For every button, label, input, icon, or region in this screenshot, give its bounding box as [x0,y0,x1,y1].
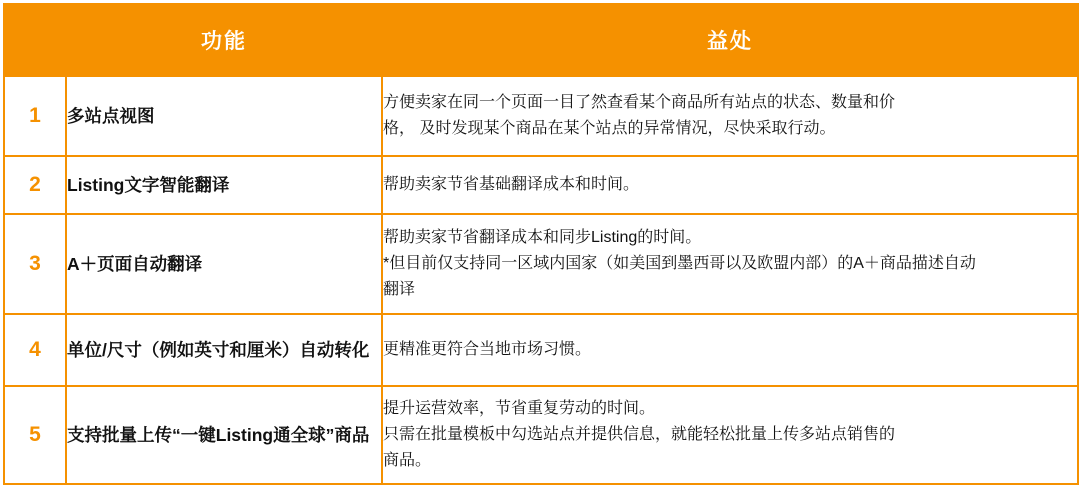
table-row [4,314,1078,386]
row-benefit [382,214,1078,314]
benefit-line: 更精准更符合当地市场习惯。 [383,341,592,359]
row-feature: 支持批量上传“一键Listing通全球”商品 [66,386,382,484]
table-header-row [4,4,1078,76]
row-number: 4 [4,314,66,386]
row-benefit [382,156,1078,214]
benefit-line: 方便卖家在同一个页面一目了然查看某个商品所有站点的状态、数量和价 [383,94,896,112]
row-feature: A＋页面自动翻译 [66,214,382,314]
header-benefit-column: 益处 [382,4,1078,76]
benefit-note-line: 翻译 [383,280,416,298]
table-row [4,156,1078,214]
benefit-line: 只需在批量模板中勾选站点并提供信息，就能轻松批量上传多站点销售的 [383,426,896,444]
benefit-line: 商品。 [383,451,432,469]
row-feature: 单位/尺寸（例如英寸和厘米）自动转化 [66,314,382,386]
row-feature: 多站点视图 [66,76,382,156]
benefit-line: 提升运营效率，节省重复劳动的时间。 [383,400,656,418]
row-number: 5 [4,386,66,484]
row-benefit [382,314,1078,386]
row-number: 1 [4,76,66,156]
row-feature: Listing文字智能翻译 [66,156,382,214]
header-number-column [4,4,66,76]
row-benefit [382,76,1078,156]
header-feature-column: 功能 [66,4,382,76]
benefit-line: 格， 及时发现某个商品在某个站点的异常情况，尽快采取行动。 [383,120,836,137]
table-row [4,386,1078,484]
table-row [4,214,1078,314]
row-benefit [382,386,1078,484]
row-number: 2 [4,156,66,214]
benefit-line: 帮助卖家节省基础翻译成本和时间。 [383,176,640,194]
feature-benefit-table-container [0,3,1080,503]
benefit-line: 帮助卖家节省翻译成本和同步Listing的时间。 [383,229,702,247]
table-row [4,76,1078,156]
feature-benefit-table [3,3,1079,485]
benefit-note-line: *但目前仅支持同一区域内国家（如美国到墨西哥以及欧盟内部）的A＋商品描述自动 [383,255,976,273]
row-number: 3 [4,214,66,314]
